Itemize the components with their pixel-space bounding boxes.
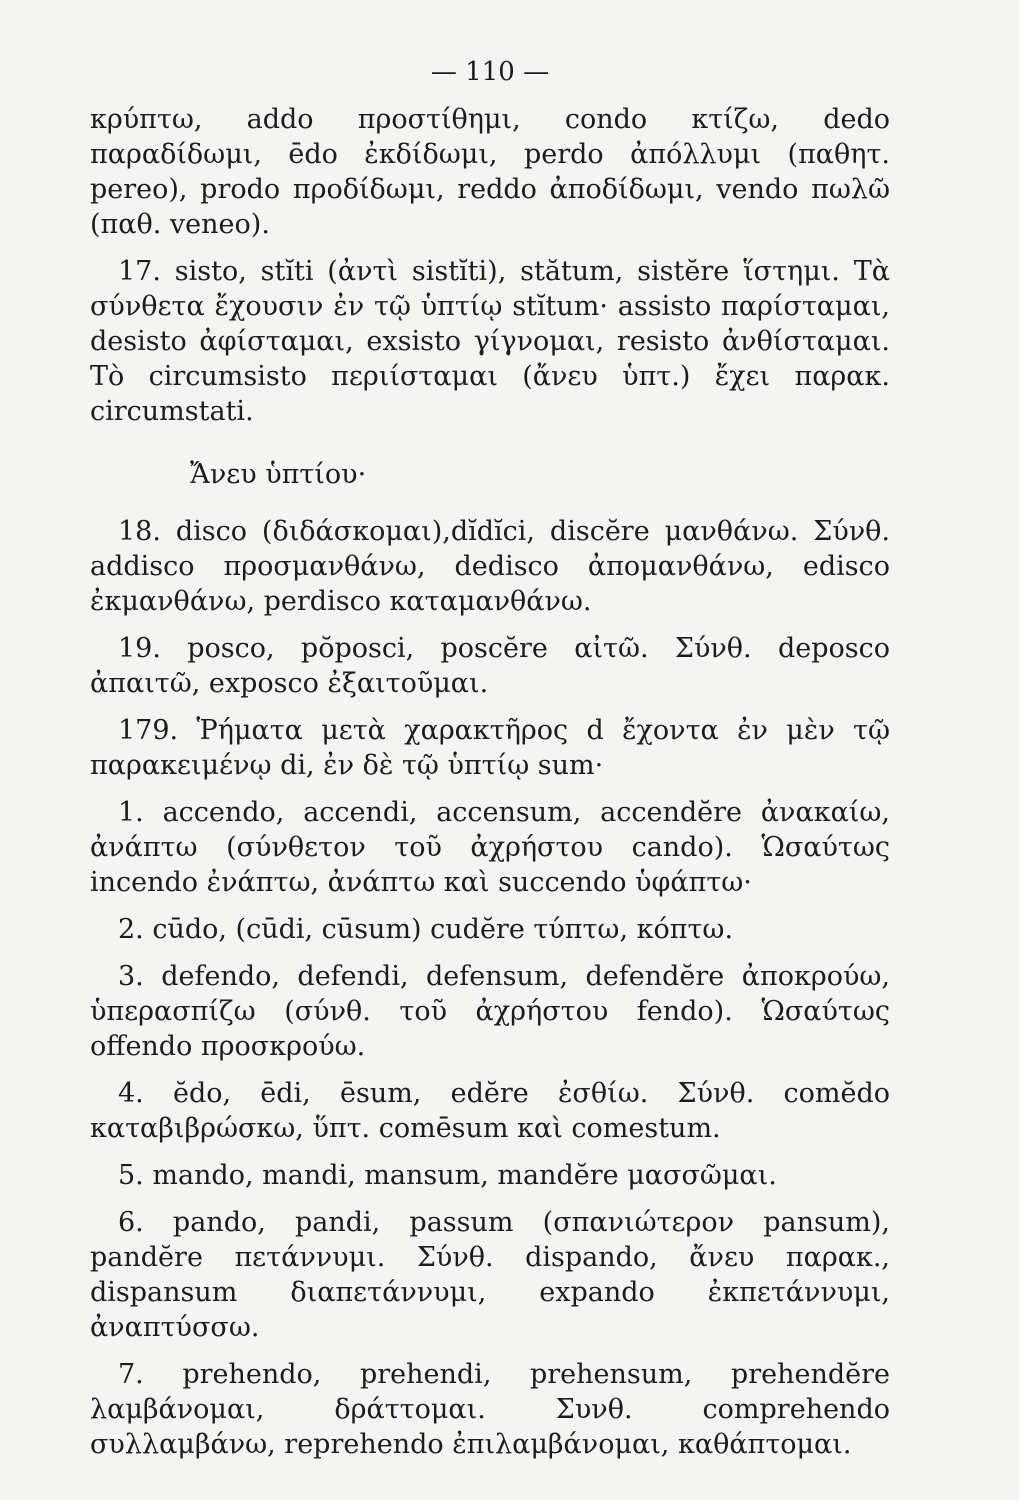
item-6: 6. pando, pandi, passum (σπανιώτερον pansum), pandĕre πετάννυμι. Σύνθ. dispando, ἄνευ παρακ., dispansum διαπετάννυμι, expando ἐκπετάννυμι, ἀναπτύσσω. bbox=[90, 1207, 890, 1343]
item-7: 7. prehendo, prehendi, prehensum, prehendĕre λαμβάνομαι, δράττομαι. Συνθ. comprehendo συλλαμβάνω, reprehendo ἐπιλαμβάνομαι, καθάπτομαι. bbox=[90, 1359, 890, 1460]
paragraph-17: 17. sisto, stĭti (ἀντὶ sistĭti), stătum, sistĕre ἵστημι. Τὰ σύνθετα ἔχουσιν ἐν τῷ ὑπτίῳ stĭtum· assisto παρίσταμαι, desisto ἀφίσταμαι, exsisto γίγνομαι, resisto ἀνθίσταμαι. Τὸ circumsisto περιίσταμαι (ἄνευ ὑπτ.) ἔχει παρακ. circumstati. bbox=[90, 256, 890, 427]
item-5: 5. mando, mandi, mansum, mandĕre μασσῶμαι. bbox=[118, 1160, 777, 1191]
page-number: — 110 — bbox=[430, 57, 550, 87]
item-3: 3. defendo, defendi, defensum, defendĕre ἀποκρούω, ὑπερασπίζω (σύνθ. τοῦ ἀχρήστου fendo). Ὡσαύτως offendo προσκρούω. bbox=[90, 961, 890, 1062]
page bbox=[90, 55, 890, 1462]
item-1: 1. accendo, accendi, accensum, accendĕre ἀνακαίω, ἀνάπτω (σύνθετον τοῦ ἀχρήστου cando). Ὡσαύτως incendo ἐνάπτω, ἀνάπτω καὶ succendo ὑφάπτω· bbox=[90, 797, 890, 898]
paragraph-179: 179. Ῥήματα μετὰ χαρακτῆρος d ἔχοντα ἐν μὲν τῷ παρακειμένῳ di, ἐν δὲ τῷ ὑπτίῳ sum· bbox=[90, 715, 890, 781]
item-4: 4. ĕdo, ēdi, ēsum, edĕre ἐσθίω. Σύνθ. comĕdo καταβιβρώσκω, ὕπτ. comēsum καὶ comestum. bbox=[90, 1078, 890, 1144]
paragraph-19: 19. posco, pŏposci, poscĕre αἰτῶ. Σύνθ. deposco ἀπαιτῶ, exposco ἐξαιτοῦμαι. bbox=[90, 633, 890, 699]
item-2: 2. cūdo, (cūdi, cūsum) cudĕre τύπτω, κόπτω. bbox=[118, 914, 734, 945]
paragraph-18: 18. disco (διδάσκομαι),dĭdĭci, discĕre μανθάνω. Σύνθ. addisco προσμανθάνω, dedisco ἀπομανθάνω, edisco ἐκμανθάνω, perdisco καταμανθάνω. bbox=[90, 516, 890, 617]
paragraph-continuation: κρύπτω, addo προστίθημι, condo κτίζω, dedo παραδίδωμι, ēdo ἐκδίδωμι, perdo ἀπόλλυμι (παθητ. pereo), prodo προδίδωμι, reddo ἀποδίδωμι, vendo πωλῶ (παθ. veneo). bbox=[90, 104, 890, 240]
section-heading: Ἄνευ ὑπτίου· bbox=[190, 459, 367, 490]
